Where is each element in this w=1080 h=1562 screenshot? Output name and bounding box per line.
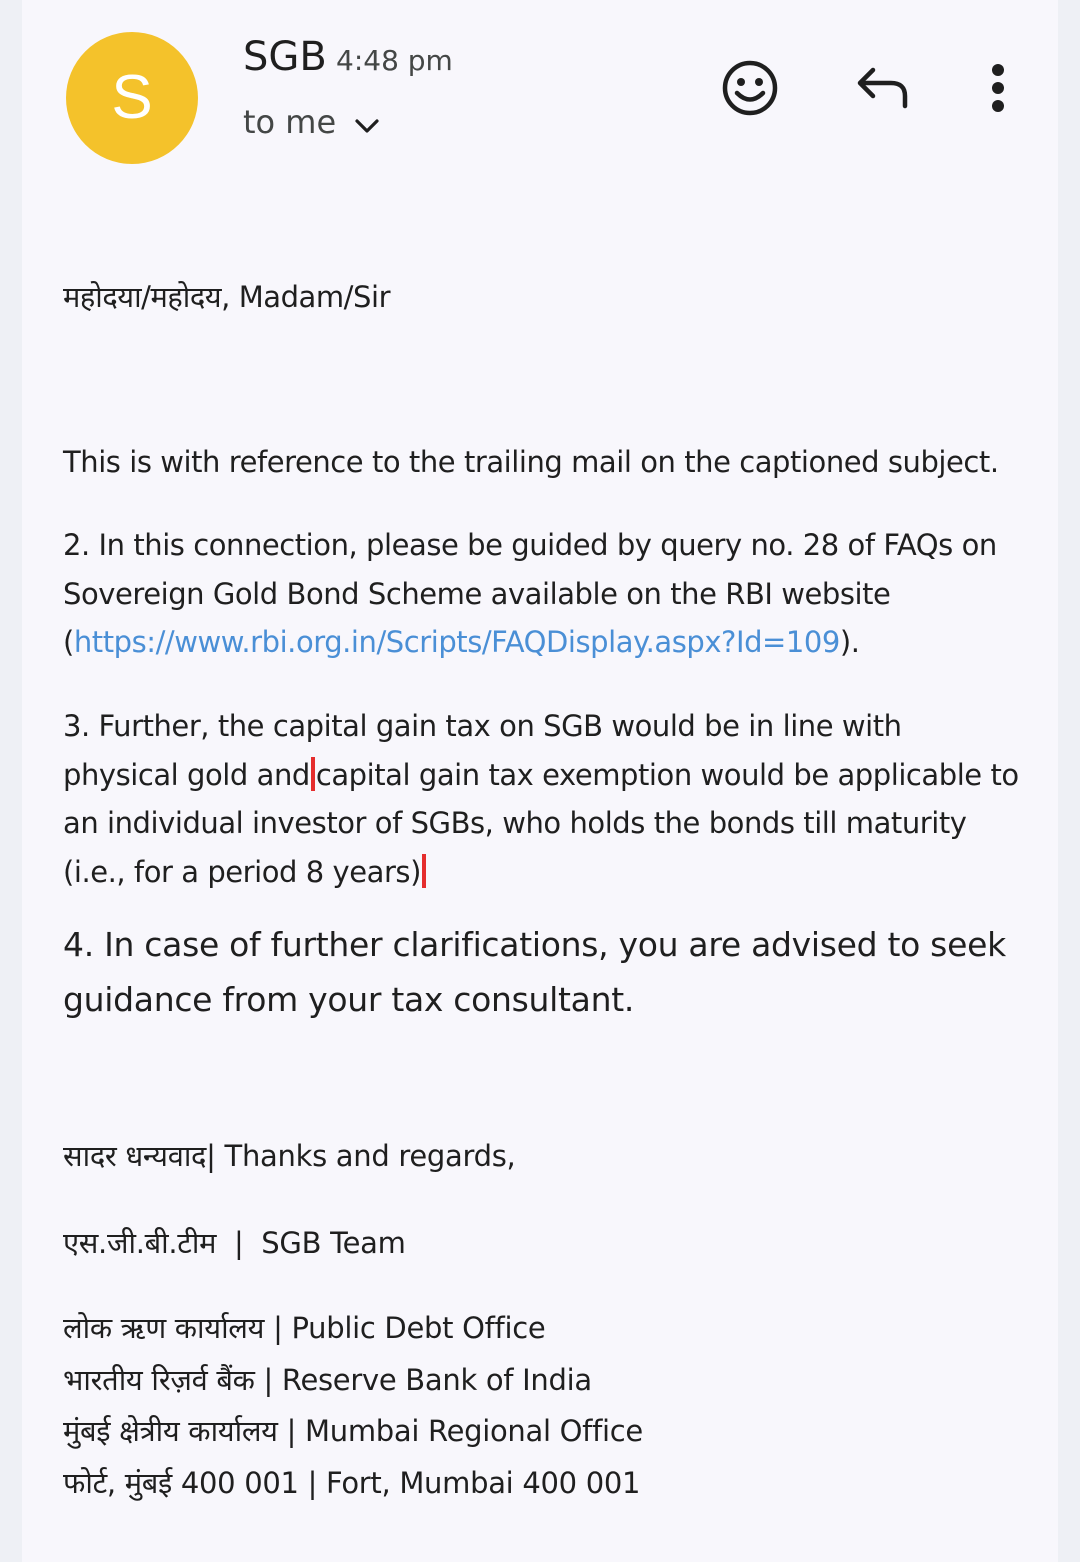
recipient-label[interactable]: to me: [243, 103, 337, 141]
email-time: 4:48 pm: [336, 44, 453, 77]
smiley-icon[interactable]: [720, 58, 780, 118]
edit-marker: [422, 854, 426, 888]
paragraph-2-end: ).: [839, 625, 860, 659]
signature-line-3: मुंबई क्षेत्रीय कार्यालय | Mumbai Regional Office: [63, 1414, 643, 1448]
signature-line-1: लोक ऋण कार्यालय | Public Debt Office: [63, 1311, 546, 1345]
paragraph-3: [63, 702, 1023, 896]
signature-line-4: फोर्ट, मुंबई 400 001 | Fort, Mumbai 400 001: [63, 1466, 641, 1500]
paragraph-4: 4. In case of further clarifications, you are advised to seek guidance from your tax consultant.: [63, 925, 1006, 1019]
reply-icon[interactable]: [855, 64, 911, 110]
greeting-text: महोदया/महोदय, Madam/Sir: [63, 280, 391, 314]
paragraph-2: [63, 521, 1023, 667]
paragraph-3-part-1: 3. Further, the capital gain tax on SGB would be in line with physical gold and: [63, 709, 902, 792]
sender-name[interactable]: SGB: [243, 34, 327, 80]
paragraph-2-text: 2. In this connection, please be guided by query no. 28 of FAQs on Sovereign Gold Bond Scheme available on the RBI website (: [63, 528, 997, 659]
paragraph-3-part-2: capital gain tax exemption would be applicable to an individual investor of SGBs, who holds the bonds till maturity (i.e., for a period 8 years): [63, 757, 1019, 889]
signature-thanks: सादर धन्यवाद| Thanks and regards,: [63, 1139, 516, 1173]
sender-avatar[interactable]: S: [66, 32, 198, 164]
signature-line-2: भारतीय रिज़र्व बैंक | Reserve Bank of India: [63, 1363, 592, 1397]
rbi-faq-link[interactable]: https://www.rbi.org.in/Scripts/FAQDisplay.aspx?Id=109: [73, 625, 840, 659]
chevron-down-icon[interactable]: [354, 116, 380, 136]
paragraph-1: This is with reference to the trailing mail on the captioned subject.: [63, 445, 999, 479]
signature-team: एस.जी.बी.टीम | SGB Team: [63, 1226, 406, 1260]
more-vert-icon[interactable]: [985, 63, 1011, 113]
edit-marker: [311, 757, 315, 791]
